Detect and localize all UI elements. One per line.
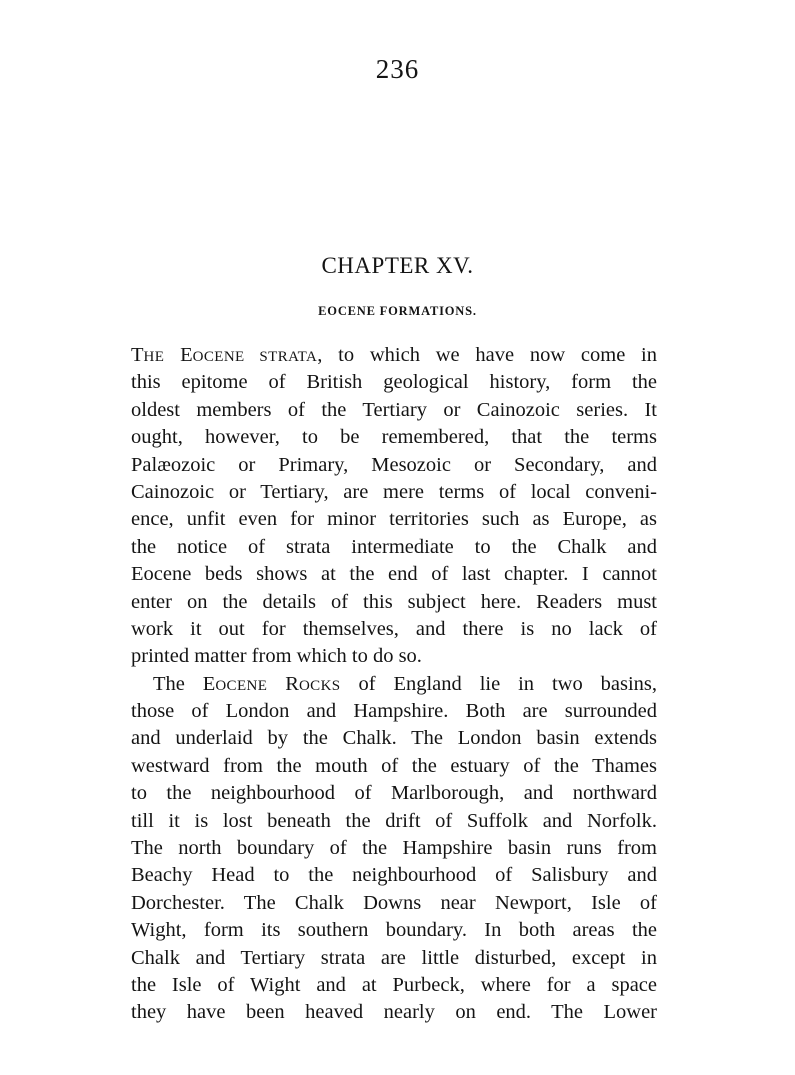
text-line: Wight, form its southern boundary. In both areas the [131, 919, 657, 942]
text-line: The north boundary of the Hampshire basin runs from [131, 837, 657, 860]
small-caps-text: OCENE STRATA [192, 349, 318, 365]
text-line: ought, however, to be remembered, that the terms [131, 426, 657, 449]
text-line: enter on the details of this subject here. Readers must [131, 590, 657, 613]
line-text: of England lie in two basins, [340, 672, 658, 695]
small-caps-initial: R [285, 672, 299, 695]
text-line: they have been heaved nearly on end. The Lower [131, 1001, 657, 1024]
text-line: Dorchester. The Chalk Downs near Newport, Isle of [131, 891, 657, 914]
small-caps-text: OCKS [298, 677, 341, 694]
text-line: to the neighbourhood of Marlborough, and northward [131, 782, 657, 805]
small-caps-initial: E [180, 344, 193, 366]
text-line [131, 342, 657, 369]
paragraph-1 [131, 342, 657, 671]
text-line [131, 671, 657, 698]
text-line: westward from the mouth of the estuary of the Thames [131, 754, 657, 777]
text-line: printed matter from which to do so. [131, 645, 422, 668]
line-text: , to which we have now come in [317, 344, 657, 366]
text-line: ence, unfit even for minor territories such as Europe, as [131, 508, 657, 531]
text-line: the notice of strata intermediate to the Chalk and [131, 535, 657, 558]
text-line: Eocene beds shows at the end of last chapter. I cannot [131, 563, 657, 586]
small-caps-text: OCENE [215, 677, 268, 694]
chapter-title: CHAPTER XV. [321, 253, 474, 278]
body-text [131, 342, 657, 1027]
text-line: the Isle of Wight and at Purbeck, where for a space [131, 973, 657, 996]
text-line: work it out for themselves, and there is no lack of [131, 617, 657, 640]
paragraph-2 [131, 671, 657, 1027]
text-line: Palæozoic or Primary, Mesozoic or Secondary, and [131, 453, 657, 476]
text-line: oldest members of the Tertiary or Cainozoic series. It [131, 398, 657, 421]
text-line: Cainozoic or Tertiary, are mere terms of local conveni- [131, 480, 657, 503]
section-title: EOCENE FORMATIONS. [318, 304, 477, 318]
small-caps-initial: E [202, 672, 216, 695]
text-line: Beachy Head to the neighbourhood of Salisbury and [131, 864, 657, 887]
text-line: those of London and Hampshire. Both are surrounded [131, 700, 657, 723]
small-caps-text: HE [143, 349, 165, 365]
text-line: and underlaid by the Chalk. The London basin extends [131, 727, 657, 750]
text-line: till it is lost beneath the drift of Suffolk and Norfolk. [131, 809, 657, 832]
text-line: this epitome of British geological history, form the [131, 371, 657, 394]
text-line: Chalk and Tertiary strata are little disturbed, except in [131, 946, 657, 969]
small-caps-initial: T [131, 344, 144, 366]
page-number: 236 [375, 54, 420, 84]
line-text: The [153, 672, 203, 695]
